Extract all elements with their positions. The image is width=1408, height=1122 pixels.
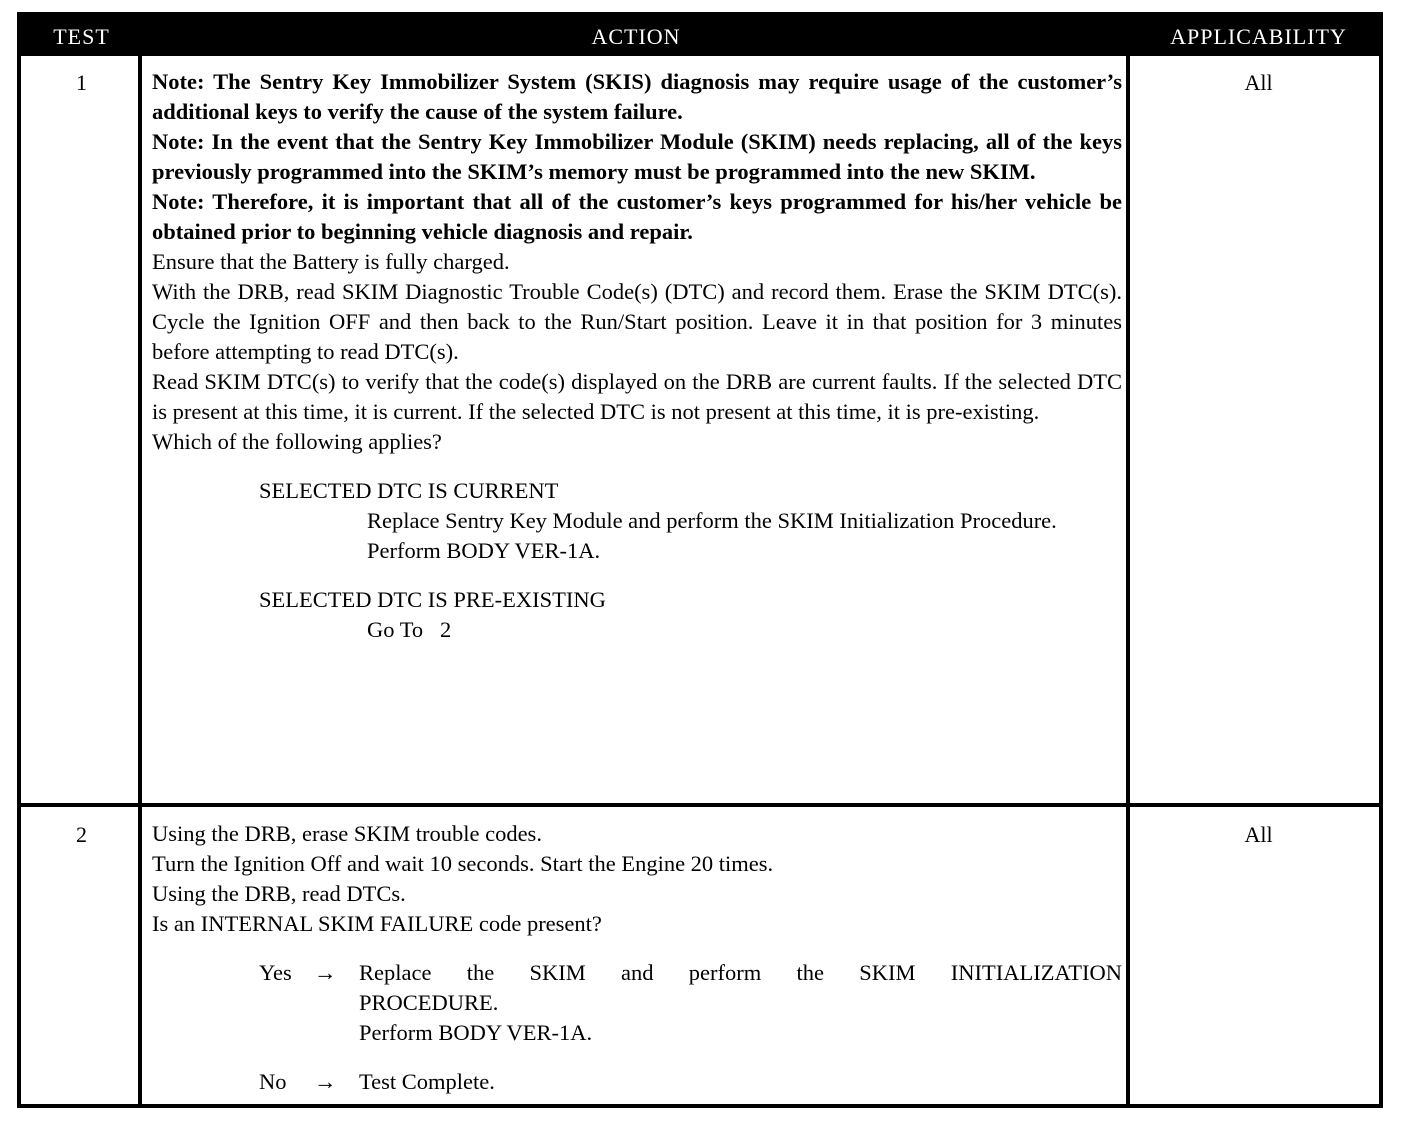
option-instruction: Perform BODY VER-1A.: [367, 538, 601, 563]
right-arrow-icon: →: [314, 1069, 337, 1094]
header-applicability: APPLICABILITY: [1170, 24, 1347, 49]
step-text: Ensure that the Battery is fully charged.: [152, 249, 510, 274]
header-action: ACTION: [591, 24, 681, 49]
question-text: Is an INTERNAL SKIM FAILURE code present?: [152, 911, 602, 936]
go-to-link: Go To 2: [367, 617, 452, 642]
note: Note: In the event that the Sentry Key Immobilizer Module (SKIM) needs replacing, all of the keys previously programmed into the SKIM’s memory must be programmed into the new SKIM.: [152, 129, 1122, 184]
yes-instruction: Replace the SKIM and perform the SKIM INITIALIZATION: [359, 960, 1122, 985]
action-cell-1: [152, 67, 1122, 645]
no-label: No: [259, 1069, 287, 1094]
applicability-1: All: [1244, 70, 1273, 95]
note: Note: Therefore, it is important that all of the customer’s keys programmed for his/her vehicle be obtained prior to beginning vehicle diagnosis and repair.: [152, 189, 1122, 244]
table-header: [21, 16, 1379, 56]
option-instruction: Replace Sentry Key Module and perform the SKIM Initialization Procedure.: [367, 508, 1057, 533]
step-text: Using the DRB, erase SKIM trouble codes.: [152, 821, 542, 846]
row-divider: [21, 803, 1379, 807]
diagnostic-test-table: [17, 12, 1383, 1108]
step-text: With the DRB, read SKIM Diagnostic Trouble Code(s) (DTC) and record them. Erase the SKIM DTC(s). Cycle the Ignition OFF and then back to the Run/Start position. Leave it in that position for 3 minutes before attempting to read DTC(s).: [152, 279, 1122, 364]
question-text: Which of the following applies?: [152, 429, 442, 454]
step-text: Using the DRB, read DTCs.: [152, 881, 406, 906]
no-option: [152, 1067, 1122, 1097]
yes-option: [152, 958, 1122, 1048]
column-divider: [1126, 56, 1130, 1104]
applicability-2: All: [1244, 822, 1273, 847]
column-divider: [138, 56, 142, 1104]
yes-label: Yes: [259, 960, 292, 985]
action-cell-2: [152, 819, 1122, 1097]
yes-instruction: PROCEDURE.: [359, 990, 499, 1015]
option-label: SELECTED DTC IS CURRENT: [259, 478, 559, 503]
test-number-2: 2: [76, 822, 87, 847]
step-text: Read SKIM DTC(s) to verify that the code(s) displayed on the DRB are current faults. If the selected DTC is present at this time, it is current. If the selected DTC is not present at this time, it is pre-existing.: [152, 369, 1122, 424]
note: Note: The Sentry Key Immobilizer System (SKIS) diagnosis may require usage of the customer’s additional keys to verify the cause of the system failure.: [152, 69, 1122, 124]
option-label: SELECTED DTC IS PRE-EXISTING: [259, 587, 606, 612]
right-arrow-icon: →: [314, 960, 337, 985]
no-instruction: Test Complete.: [359, 1069, 495, 1094]
test-number-1: 1: [76, 70, 87, 95]
header-test: TEST: [53, 24, 110, 49]
step-text: Turn the Ignition Off and wait 10 seconds. Start the Engine 20 times.: [152, 851, 774, 876]
yes-instruction: Perform BODY VER-1A.: [359, 1020, 593, 1045]
